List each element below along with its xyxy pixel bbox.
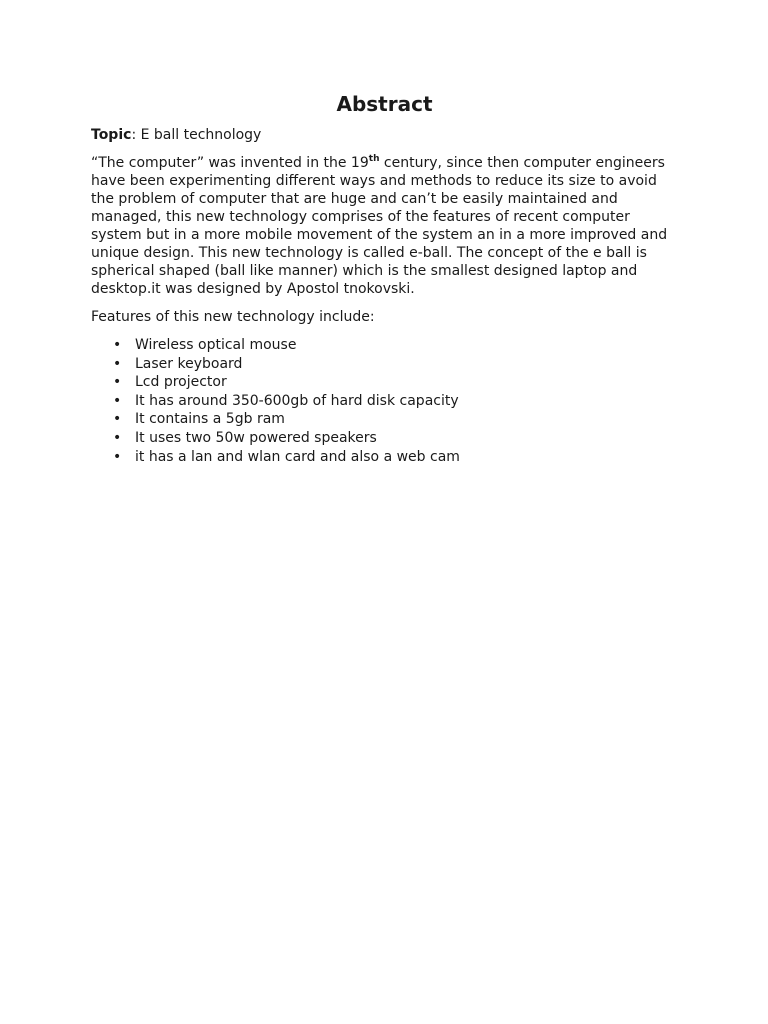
list-item-text: Lcd projector [135, 374, 227, 391]
list-item-text: Laser keyboard [135, 355, 243, 372]
list-item-text: it has a lan and wlan card and also a web cam [135, 448, 460, 465]
list-item [113, 336, 678, 355]
features-intro: Features of this new technology include: [91, 309, 375, 325]
bullet-icon: • [113, 355, 122, 372]
bullet-icon: • [113, 448, 122, 465]
bullet-icon: • [113, 337, 122, 353]
list-item-text: It has around 350-600gb of hard disk capacity [135, 392, 459, 409]
topic-separator: : [131, 127, 141, 143]
bullet-icon: • [113, 374, 122, 391]
intro-text-part2: century, since then computer engineers have been experimenting different ways and methods to reduce its size to avoid the problem of computer that are huge and can’t be easily maintained and managed, this new technology comprises of the features of recent computer system but in a more mobile movement of the system an in a more improved and unique design. This new technology is called e-ball. The concept of the e ball is spherical shaped (ball like manner) which is the smallest designed laptop and desktop.it was designed by Apostol tnokovski. [91, 155, 668, 297]
features-list [91, 336, 678, 466]
list-item [113, 410, 678, 429]
bullet-icon: • [113, 429, 122, 446]
list-item [113, 392, 678, 411]
intro-paragraph [91, 154, 678, 298]
intro-superscript: th [368, 154, 380, 164]
list-item [113, 448, 678, 467]
topic-value: E ball technology [140, 127, 262, 143]
intro-text-part1: “The computer” was invented in the 19 [91, 155, 369, 171]
list-item [113, 373, 678, 392]
list-item-text: It contains a 5gb ram [135, 411, 285, 428]
bullet-icon: • [113, 392, 122, 409]
list-item [113, 355, 678, 374]
list-item-text: It uses two 50w powered speakers [135, 429, 377, 446]
bullet-icon: • [113, 411, 122, 428]
list-item [113, 429, 678, 448]
topic-label: Topic [91, 127, 132, 143]
topic-line [91, 126, 678, 144]
document-title: Abstract [336, 92, 433, 116]
list-item-text: Wireless optical mouse [135, 337, 297, 353]
